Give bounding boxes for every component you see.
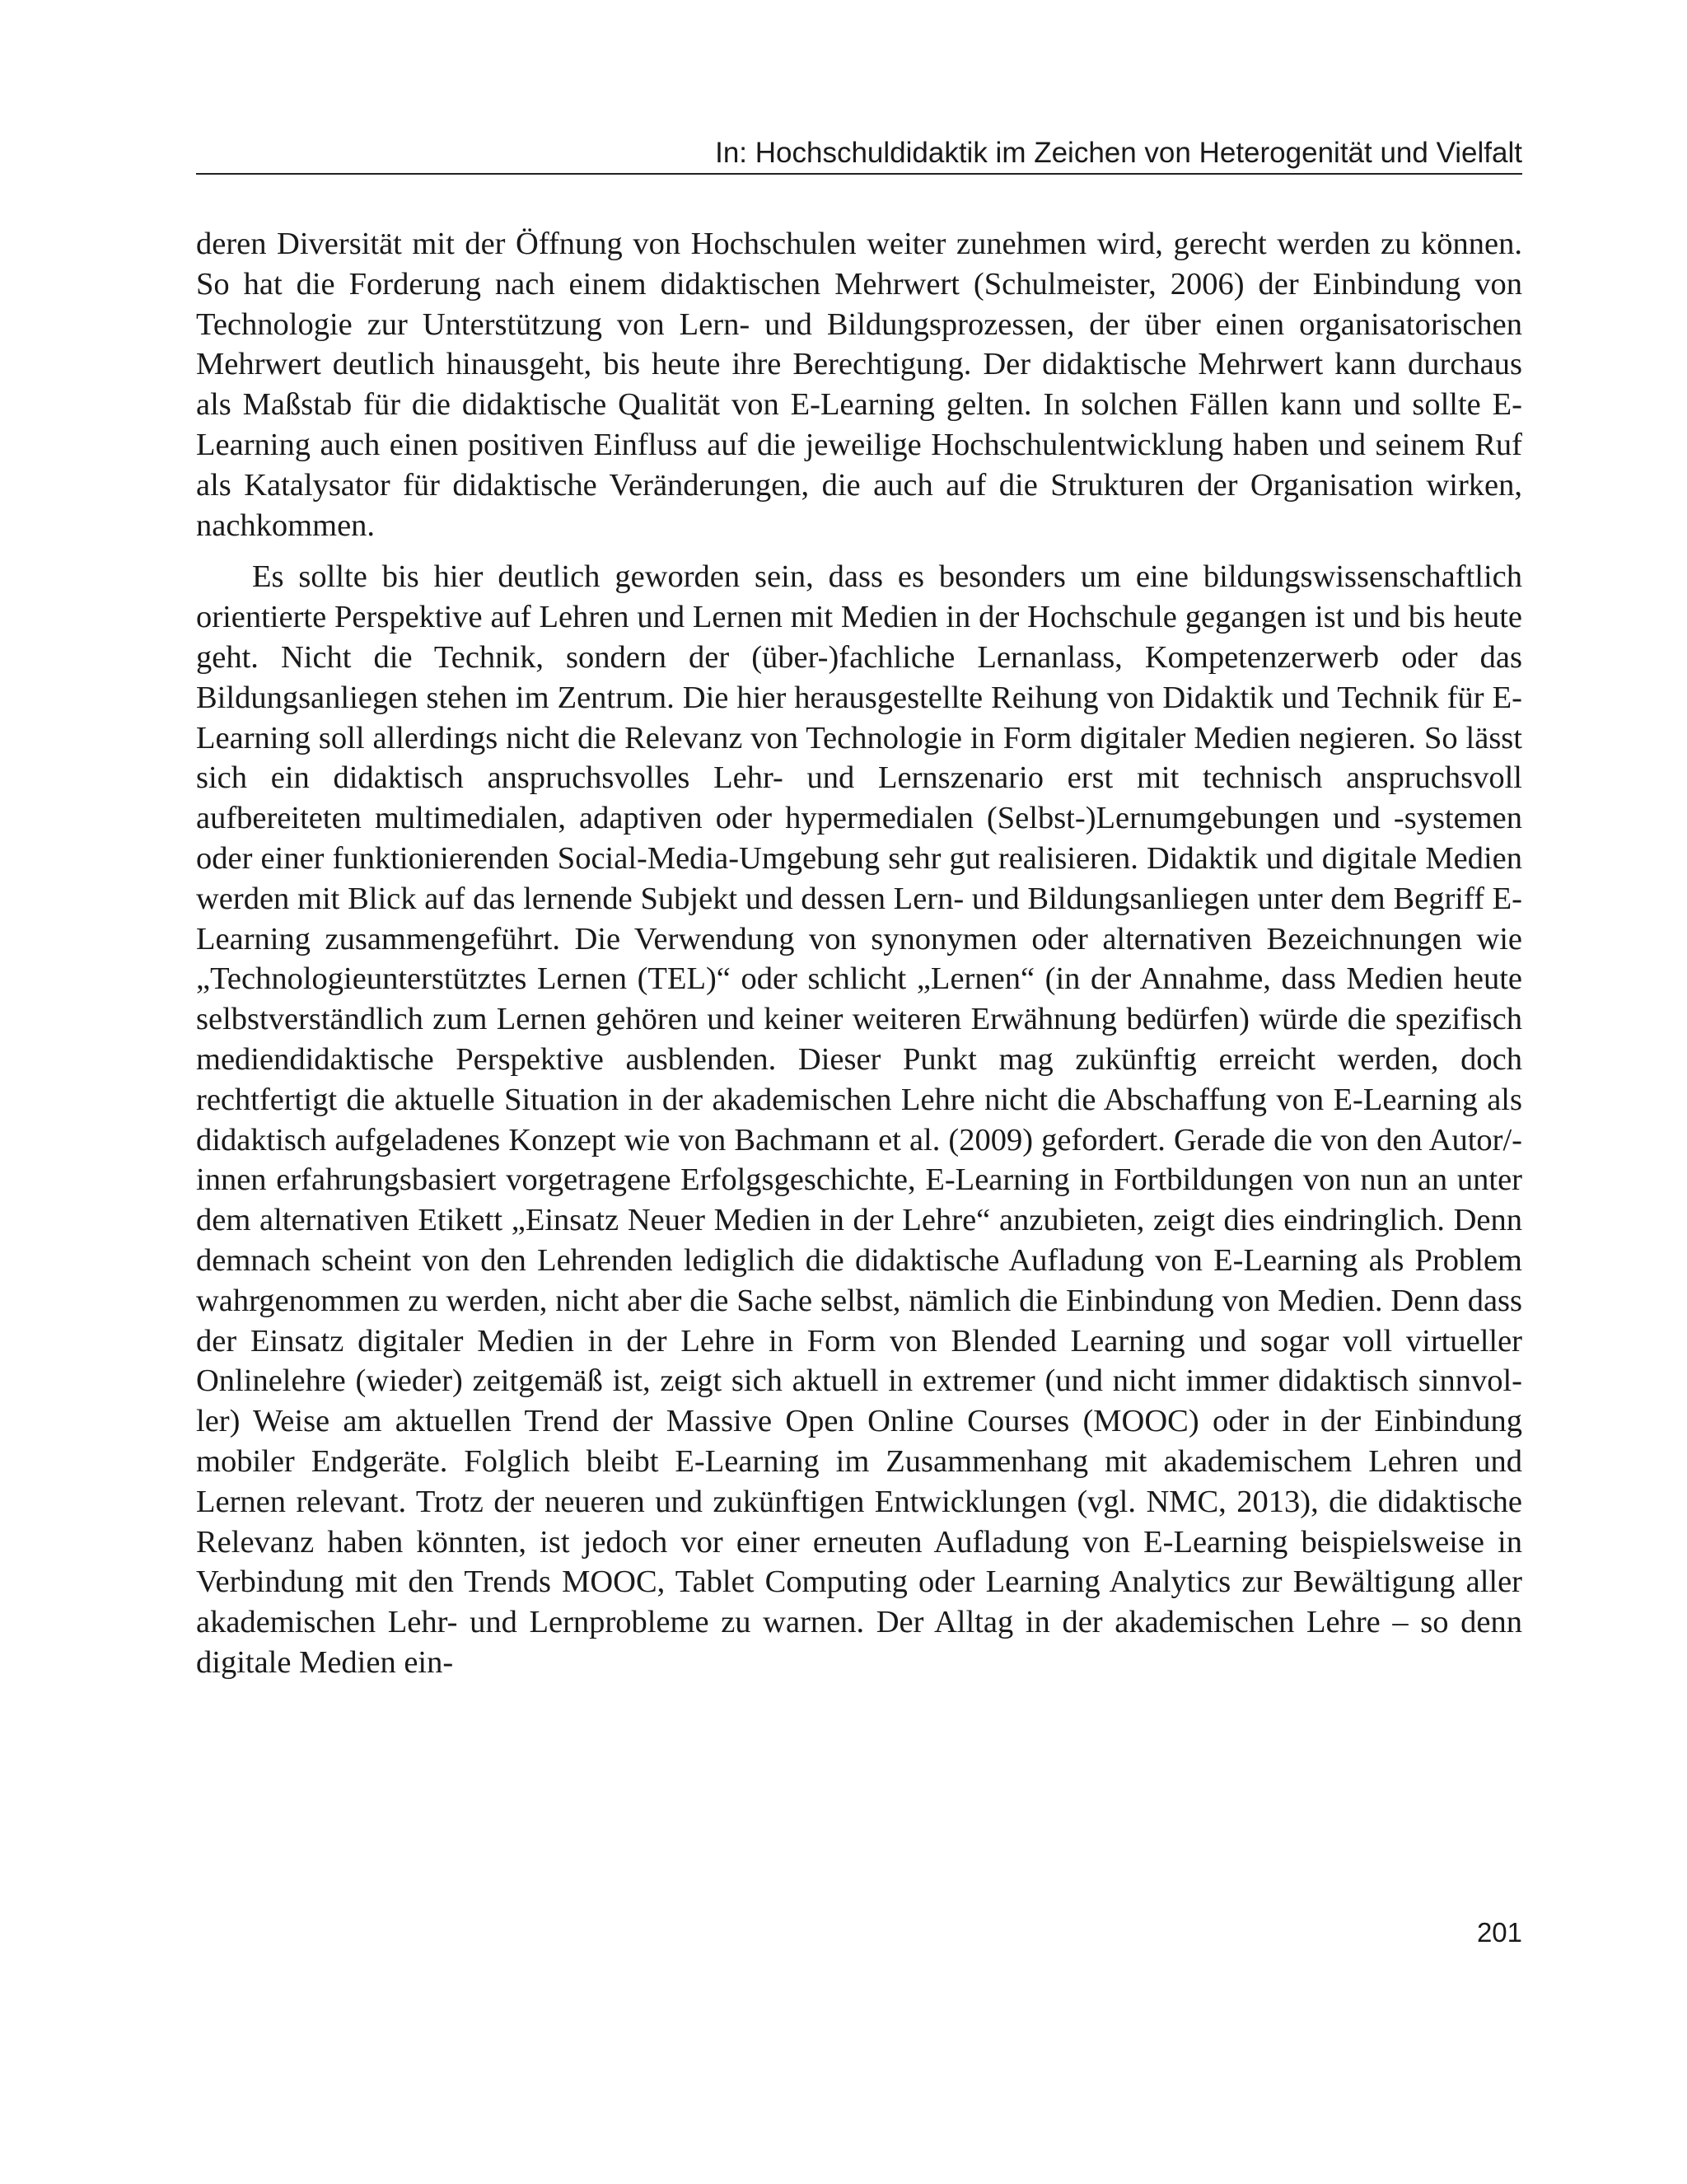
paragraph: deren Diversität mit der Öffnung von Hochschulen weiter zunehmen wird, gerecht werden zu können. So hat die Forderung nach einem didaktischen Mehrwert (Schulmeister, 2006) der Einbindung von Technologie zur Unterstützung von Lern- und Bildungsprozessen, der über einen organisatorischen Mehrwert deutlich hinausgeht, bis heute ihre Berechtigung. Der didaktische Mehrwert kann durchaus als Maßstab für die didaktische Qualität von E-Learning gelten. In solchen Fällen kann und sollte E-Learning auch einen positiven Einfluss auf die jeweilige Hochschulentwicklung haben und seinem Ruf als Katalysator für didaktische Veränderungen, die auch auf die Strukturen der Organisation wirken, nachkommen. — [196, 227, 1522, 543]
body-text — [196, 224, 1522, 1683]
running-head: In: Hochschuldidaktik im Zeichen von Heterogenität und Vielfalt — [715, 137, 1522, 169]
paragraph: Es sollte bis hier deutlich geworden sein, dass es besonders um eine bildungswissenschaftlich orientierte Perspektive auf Lehren und Lernen mit Medien in der Hochschule gegangen ist und bis heute geht. Nicht die Technik, sondern der (über-)fachliche Lernanlass, Kompetenzerwerb oder das Bildungsanliegen stehen im Zentrum. Die hier herausgestellte Reihung von Didaktik und Technik für E-Learning soll allerdings nicht die Relevanz von Technologie in Form digitaler Medien negieren. So lässt sich ein didaktisch anspruchsvolles Lehr- und Lernszenario erst mit technisch anspruchsvoll aufbereiteten multimedialen, adaptiven oder hypermedialen (Selbst-)Lernumgebungen und -systemen oder einer funktionierenden Social-Media-Umgebung sehr gut realisieren. Didaktik und digitale Medien werden mit Blick auf das lernende Subjekt und dessen Lern- und Bildungsanliegen unter dem Begriff E-Learning zusammengeführt. Die Verwendung von synonymen oder alternativen Bezeichnungen wie „Technologieunterstütztes Lernen (TEL)“ oder schlicht „Lernen“ (in der Annahme, dass Medien heute selbstverständlich zum Lernen gehören und keiner weiteren Erwähnung bedürfen) würde die spezifisch mediendidaktische Perspektive ausblenden. Dieser Punkt mag zukünftig erreicht werden, doch rechtfertigt die aktuelle Situation in der akademischen Lehre nicht die Abschaffung von E-Learning als didaktisch aufgeladenes Konzept wie von Bachmann et al. (2009) gefordert. Gerade die von den Autor/-innen erfahrungsbasiert vorgetragene Erfolgsgeschichte, E-Learning in Fortbildungen von nun an unter dem alternativen Etikett „Einsatz Neuer Medien in der Lehre“ anzubieten, zeigt dies eindringlich. Denn demnach scheint von den Lehrenden lediglich die didaktische Aufladung von E-Learning als Problem wahrgenommen zu werden, nicht aber die Sache selbst, nämlich die Einbindung von Medien. Denn dass der Einsatz digitaler Medien in der Lehre in Form von Blended Learning und sogar voll virtueller Onlinelehre (wieder) zeitgemäß ist, zeigt sich aktuell in extremer (und nicht immer didaktisch sinnvoller) Weise am aktuellen Trend der Massive Open Online Courses (MOOC) oder in der Einbindung mobiler Endgeräte. Folglich bleibt E-Learning im Zusammenhang mit akademischem Lehren und Lernen relevant. Trotz der neueren und zukünftigen Entwicklungen (vgl. NMC, 2013), die didaktische Relevanz haben könnten, ist jedoch vor einer erneuten Aufladung von E-Learning beispielsweise in Verbindung mit den Trends MOOC, Tablet Computing oder Learning Analytics zur Bewältigung aller akademischen Lehr- und Lernprobleme zu warnen. Der Alltag in der akademischen Lehre – so denn digitale Medien ein- — [196, 559, 1522, 1680]
header-rule — [196, 173, 1522, 175]
page-number: 201 — [1476, 1917, 1522, 1948]
